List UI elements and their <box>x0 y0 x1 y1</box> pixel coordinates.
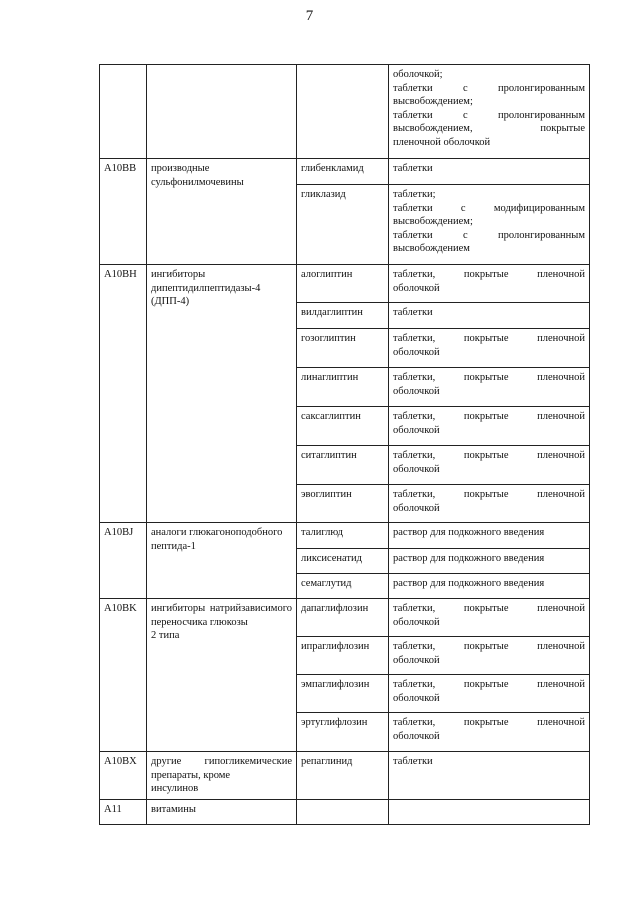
dosage-form-cell: таблетки <box>389 303 590 329</box>
group-cell: витамины <box>147 800 297 825</box>
dosage-form-cell <box>389 713 590 752</box>
group-cell: производные сульфонилмочевины <box>147 159 297 265</box>
table-row <box>100 65 590 159</box>
inn-cell: ликсисенатид <box>297 549 389 574</box>
dosage-form-cell <box>389 599 590 637</box>
dosage-form-cell <box>389 446 590 485</box>
atc-code-cell: A10BJ <box>100 523 147 599</box>
atc-code-cell: A10BB <box>100 159 147 265</box>
dosage-form-cell: таблетки <box>389 752 590 800</box>
inn-cell: ситаглиптин <box>297 446 389 485</box>
inn-cell: гозоглиптин <box>297 329 389 368</box>
dosage-form-line: высвобождением; <box>393 96 473 107</box>
dosage-form-line: оболочкой <box>393 346 440 358</box>
dosage-form-line: оболочкой <box>393 692 440 704</box>
inn-cell: талиглюд <box>297 523 389 549</box>
dosage-form-cell <box>389 800 590 825</box>
dosage-form-line: оболочкой <box>393 463 440 475</box>
dosage-form-line: таблетки, покрытые пленочной <box>393 641 585 652</box>
page-number: 7 <box>305 8 314 24</box>
inn-cell: саксаглиптин <box>297 407 389 446</box>
dosage-form-line: таблетки; <box>393 189 436 200</box>
dosage-form-cell <box>389 368 590 407</box>
dosage-form-line: таблетки с модифицированным <box>393 202 585 214</box>
table-row <box>100 523 590 549</box>
dosage-form-cell <box>389 65 590 159</box>
dosage-form-cell <box>389 265 590 303</box>
dosage-form-cell: раствор для подкожного введения <box>389 549 590 574</box>
dosage-form-cell <box>389 329 590 368</box>
dosage-form-line: высвобождением; <box>393 216 473 227</box>
dosage-form-line: высвобождением, покрытые <box>393 123 585 134</box>
dosage-form-line: таблетки, покрытые пленочной <box>393 333 585 344</box>
atc-code-cell: A10BX <box>100 752 147 800</box>
inn-cell: дапаглифлозин <box>297 599 389 637</box>
dosage-form-cell <box>389 185 590 265</box>
inn-cell: вилдаглиптин <box>297 303 389 329</box>
atc-code-cell <box>100 65 147 159</box>
table-row <box>100 265 590 303</box>
dosage-form-line: оболочкой; <box>393 69 443 80</box>
inn-cell: глибенкламид <box>297 159 389 185</box>
dosage-form-line: таблетки с пролонгированным <box>393 82 585 94</box>
inn-cell: линаглиптин <box>297 368 389 407</box>
dosage-form-line: оболочкой <box>393 730 440 742</box>
inn-cell: семаглутид <box>297 574 389 599</box>
inn-cell <box>297 800 389 825</box>
group-cell <box>147 65 297 159</box>
dosage-form-line: таблетки с пролонгированным <box>393 109 585 121</box>
group-cell: ингибиторы дипептидилпептидазы-4 (ДПП-4) <box>147 265 297 523</box>
table-row <box>100 159 590 185</box>
group-text: другие гипогликемические препараты, кроме <box>151 756 292 781</box>
group-text: 2 типа <box>151 630 180 641</box>
inn-cell <box>297 65 389 159</box>
dosage-form-cell: таблетки <box>389 159 590 185</box>
dosage-form-line: высвобождением <box>393 243 470 254</box>
dosage-form-cell <box>389 637 590 675</box>
atc-code-cell: A10BH <box>100 265 147 523</box>
dosage-form-cell: раствор для подкожного введения <box>389 574 590 599</box>
dosage-form-line: таблетки, покрытые пленочной <box>393 717 585 728</box>
dosage-form-line: таблетки, покрытые пленочной <box>393 679 585 690</box>
dosage-form-line: таблетки, покрытые пленочной <box>393 489 585 500</box>
group-cell: аналоги глюкагоноподобного пептида-1 <box>147 523 297 599</box>
atc-code-cell: A10BK <box>100 599 147 752</box>
group-cell <box>147 599 297 752</box>
inn-cell: алоглиптин <box>297 265 389 303</box>
group-cell <box>147 752 297 800</box>
dosage-form-line: пленочной оболочкой <box>393 136 491 148</box>
group-text: ингибиторы натрийзависимого переносчика глюкозы <box>151 603 292 628</box>
dosage-form-line: оболочкой <box>393 616 440 628</box>
dosage-form-cell <box>389 485 590 523</box>
dosage-form-line: таблетки, покрытые пленочной <box>393 603 585 614</box>
table-row <box>100 599 590 637</box>
inn-cell: эмпаглифлозин <box>297 675 389 713</box>
dosage-form-line: оболочкой <box>393 654 440 666</box>
dosage-form-line: таблетки с пролонгированным <box>393 229 585 241</box>
inn-cell: эвоглиптин <box>297 485 389 523</box>
inn-cell: эртуглифлозин <box>297 713 389 752</box>
group-text: инсулинов <box>151 783 199 794</box>
dosage-form-line: таблетки, покрытые пленочной <box>393 269 585 280</box>
dosage-form-cell <box>389 407 590 446</box>
inn-cell: гликлазид <box>297 185 389 265</box>
dosage-form-cell: раствор для подкожного введения <box>389 523 590 549</box>
drug-table <box>99 64 590 825</box>
dosage-form-line: оболочкой <box>393 424 440 436</box>
dosage-form-line: таблетки, покрытые пленочной <box>393 450 585 461</box>
dosage-form-line: таблетки, покрытые пленочной <box>393 411 585 422</box>
dosage-form-cell <box>389 675 590 713</box>
dosage-form-line: таблетки, покрытые пленочной <box>393 372 585 383</box>
dosage-form-line: оболочкой <box>393 282 440 294</box>
dosage-form-line: оболочкой <box>393 502 440 514</box>
atc-code-cell: A11 <box>100 800 147 825</box>
table-row <box>100 800 590 825</box>
inn-cell: репаглинид <box>297 752 389 800</box>
dosage-form-line: оболочкой <box>393 385 440 397</box>
inn-cell: ипраглифлозин <box>297 637 389 675</box>
table-row <box>100 752 590 800</box>
